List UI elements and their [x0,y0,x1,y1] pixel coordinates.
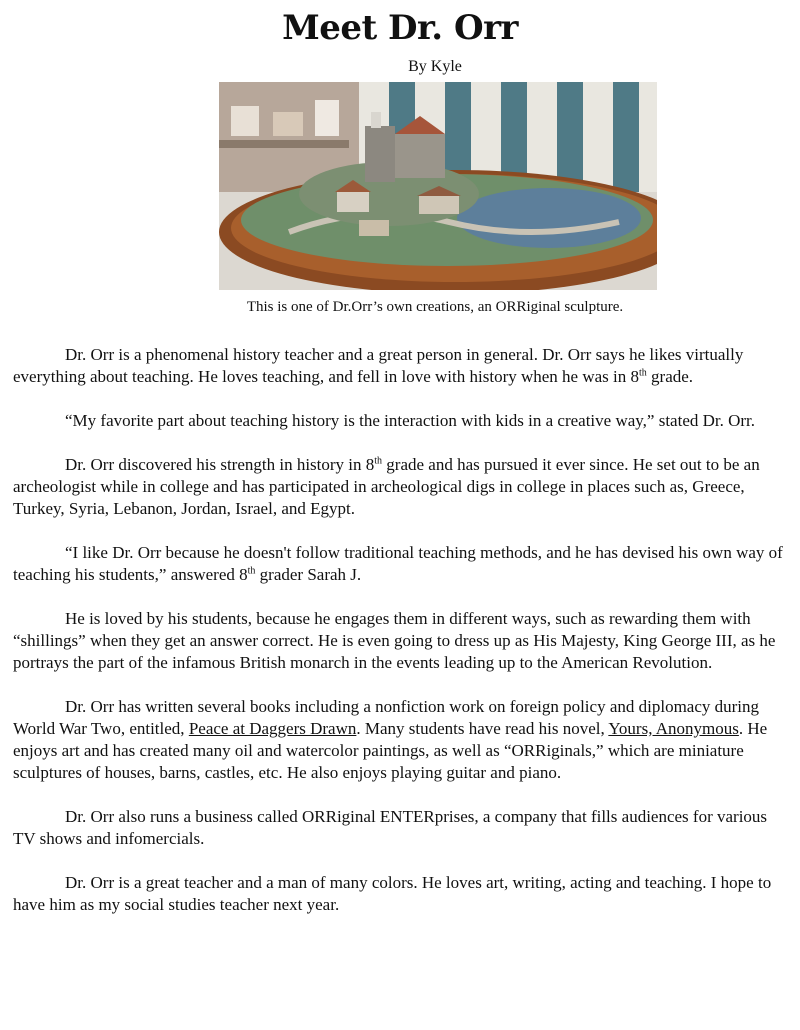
book-title-yours-anonymous: Yours, Anonymous [608,719,739,738]
sculpture-image [219,82,657,290]
paragraph-4: “I like Dr. Orr because he doesn't follow traditional teaching methods, and he has devised his own way of teaching his students,” answered 8th grader Sarah J. [13,543,783,584]
sculpture-photo [219,82,657,290]
page-title: Meet Dr. Orr [282,8,518,48]
paragraph-5: He is loved by his students, because he engages them in different ways, such as rewarding them with “shillings” when they get an answer correct. He is even going to dress up as His Majesty, King George III, as he portrays the part of the infamous British monarch in the events leading up to the American Revolution. [13,609,776,672]
paragraph-8: Dr. Orr is a great teacher and a man of many colors. He loves art, writing, acting and teaching. I hope to have him as my social studies teacher next year. [13,873,772,914]
byline: By Kyle [408,58,462,75]
paragraph-6: Dr. Orr has written several books including a nonfiction work on foreign policy and diplomacy during World War Two, entitled, Peace at Daggers Drawn. Many students have read his novel, Yours, Anonymous. He enjoys art and has created many oil and watercolor paintings, as well as “ORRiginals,” which are miniature sculptures of houses, barns, castles, etc. He also enjoys playing guitar and piano. [13,697,768,782]
paragraph-1: Dr. Orr is a phenomenal history teacher and a great person in general. Dr. Orr says he likes virtually everything about teaching. He loves teaching, and fell in love with history when he was in 8th grade. [13,345,744,386]
paragraph-2: “My favorite part about teaching history is the interaction with kids in a creative way,” stated Dr. Orr. [65,411,756,430]
book-title-peace-at-daggers-drawn: Peace at Daggers Drawn [188,719,357,738]
photo-caption: This is one of Dr.Orr’s own creations, an ORRiginal sculpture. [246,299,624,315]
paragraph-7: Dr. Orr also runs a business called ORRiginal ENTERprises, a company that fills audiences for various TV shows and infomercials. [13,807,768,848]
article-body [13,344,793,938]
paragraph-3: Dr. Orr discovered his strength in history in 8th grade and has pursued it ever since. He set out to be an archeologist while in college and has participated in archeological digs in college in places such as, Greece, Turkey, Syria, Lebanon, Jordan, Israel, and Egypt. [13,455,760,518]
